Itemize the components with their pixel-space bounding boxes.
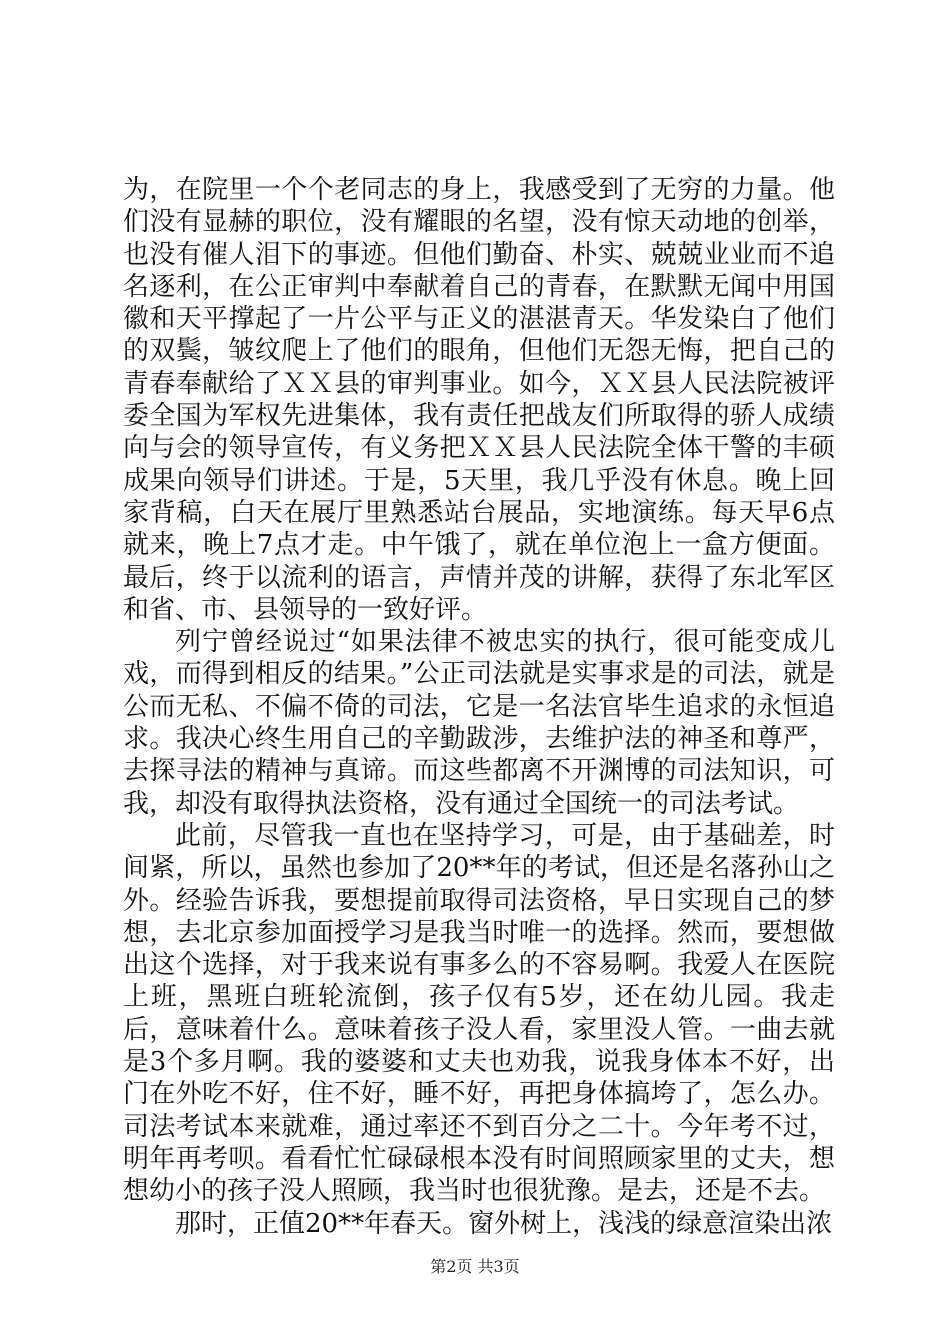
paragraph-2: 列宁曾经说过“如果法律不被忠实的执行，很可能变成儿戏，而得到相反的结果。”公正司法就是实事求是的司法，就是公而无私、不偏不倚的司法，它是一名法官毕生追求的永恒追求。我决心终生用自己的辛勤跋涉，去维护法的神圣和尊严，去探寻法的精神与真谛。而这些都离不开渊博的司法知识，可我，却没有取得执法资格，没有通过全国统一的司法考试。 [123, 627, 835, 819]
paragraph-3: 此前，尽管我一直也在坚持学习，可是，由于基础差，时间紧，所以，虽然也参加了20**年的考试，但还是名落孙山之外。经验告诉我，要想提前取得司法资格，早日实现自己的梦想，去北京参加面授学习是我当时唯一的选择。然而，要想做出这个选择，对于我来说有事多么的不容易啊。我爱人在医院上班，黑班白班轮流倒，孩子仅有5岁，还在幼儿园。我走后，意味着什么。意味着孩子没人看，家里没人管。一曲去就是3个多月啊。我的婆婆和丈夫也劝我，说我身体本不好，出门在外吃不好，住不好，睡不好，再把身体搞垮了，怎么办。司法考试本来就难，通过率还不到百分之二十。今年考不过，明年再考呗。看看忙忙碌碌根本没有时间照顾家里的丈夫，想想幼小的孩子没人照顾，我当时也很犹豫。是去，还是不去。 [123, 820, 835, 1207]
paragraph-1: 为，在院里一个个老同志的身上，我感受到了无穷的力量。他们没有显赫的职位，没有耀眼的名望，没有惊天动地的创举，也没有催人泪下的事迹。但他们勤奋、朴实、兢兢业业而不追名逐利，在公正审判中奉献着自己的青春，在默默无闻中用国徽和天平撑起了一片公平与正义的湛湛青天。华发染白了他们的双鬓，皱纹爬上了他们的眼角，但他们无怨无悔，把自己的青春奉献给了ＸＸ县的审判事业。如今，ＸＸ县人民法院被评委全国为军权先进集体，我有责任把战友们所取得的骄人成绩向与会的领导宣传，有义务把ＸＸ县人民法院全体干警的丰硕成果向领导们讲述。于是，5天里，我几乎没有休息。晚上回家背稿，白天在展厅里熟悉站台展品，实地演练。每天早6点就来，晚上7点才走。中午饿了，就在单位泡上一盒方便面。最后，终于以流利的语言，声情并茂的讲解，获得了东北军区和省、市、县领导的一致好评。 [123, 175, 835, 625]
page-footer: 第2页 共3页 [430, 1257, 520, 1276]
paragraph-4: 那时，正值20**年春天。窗外树上，浅浅的绿意渲染出浓 [175, 1208, 833, 1239]
document-body [123, 174, 835, 1239]
